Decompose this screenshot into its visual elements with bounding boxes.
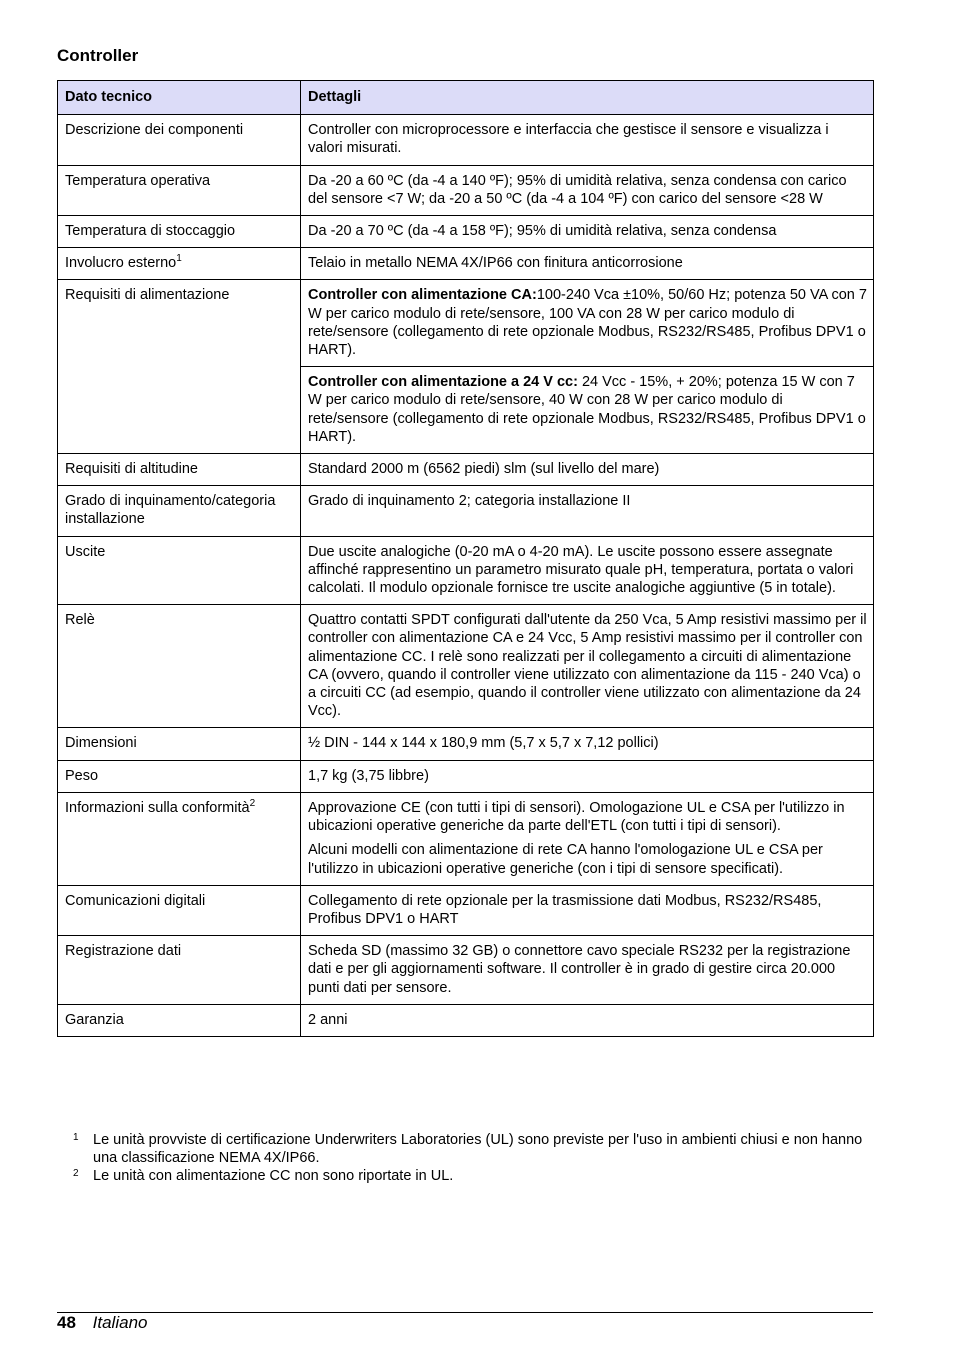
footer-rule — [57, 1312, 873, 1313]
column-header: Dato tecnico — [58, 81, 301, 115]
spec-label — [58, 115, 301, 165]
spec-label-text: Relè — [65, 612, 95, 629]
details-text: 2 anni — [308, 1011, 348, 1028]
spec-label-text: Grado di inquinamento/categoria installazione — [65, 493, 276, 528]
table-row — [58, 792, 874, 885]
spec-label — [58, 1004, 301, 1036]
spec-label — [58, 454, 301, 486]
details-text: Da -20 a 60 ºC (da -4 a 140 ºF); 95% di umidità relativa, senza condensa con carico del sensore <7 W; da -20 a 50 ºC (da -4 a 104 ºF) con carico del sensore <28 W — [308, 172, 847, 207]
spec-details — [301, 792, 874, 885]
spec-details — [301, 728, 874, 760]
footnote-number: 1 — [73, 1132, 79, 1143]
spec-details — [301, 1004, 874, 1036]
details-bold-lead: Controller con alimentazione a 24 V cc: — [308, 374, 578, 391]
spec-details — [301, 367, 874, 454]
spec-label — [58, 165, 301, 215]
table-row — [58, 728, 874, 760]
section-title: Controller — [57, 46, 139, 65]
footnote-ref: 2 — [249, 798, 256, 810]
spec-label-text: Requisiti di alimentazione — [65, 287, 230, 304]
spec-label-text: Descrizione dei componenti — [65, 122, 244, 139]
details-text: 24 Vcc - 15%, + 20%; potenza 15 W con 7 W per carico modulo di rete/sensore, 40 W con 28 W per carico modulo di rete/sensore (collegamento di rete opzionale Modbus, RS232/RS485, Profibus DPV1 o HART). — [308, 374, 866, 445]
spec-details — [301, 216, 874, 248]
spec-label-text: Temperatura di stoccaggio — [65, 223, 236, 240]
spec-label — [58, 280, 301, 454]
table-row — [58, 248, 874, 280]
spec-label — [58, 486, 301, 536]
details-text: Scheda SD (massimo 32 GB) o connettore cavo speciale RS232 per la registrazione dati e per gli aggiornamenti software. Il controller è in grado di gestire circa 20.000 punti dati per sensore. — [308, 943, 851, 996]
footnote-ref: 1 — [176, 253, 182, 265]
spec-details — [301, 760, 874, 792]
spec-details — [301, 280, 874, 367]
spec-label — [58, 885, 301, 935]
table-row — [58, 216, 874, 248]
table-header-row — [58, 81, 874, 115]
spec-label — [58, 760, 301, 792]
table-row — [58, 454, 874, 486]
spec-label-text: Garanzia — [65, 1011, 124, 1028]
table-row — [58, 115, 874, 165]
table-row — [58, 936, 874, 1005]
spec-label-text: Peso — [65, 767, 99, 784]
spec-label-text: Dimensioni — [65, 735, 137, 752]
footnote — [57, 1131, 873, 1167]
spec-details — [301, 536, 874, 605]
spec-label — [58, 216, 301, 248]
spec-label-text: Informazioni sulla conformità — [65, 799, 250, 816]
spec-label — [58, 248, 301, 280]
table-row — [58, 760, 874, 792]
details-text: Controller con microprocessore e interfaccia che gestisce il sensore e visualizza i valori misurati. — [308, 122, 829, 157]
spec-label-text: Involucro esterno — [65, 255, 177, 272]
footnote — [57, 1167, 873, 1185]
spec-label-text: Requisiti di altitudine — [65, 461, 198, 478]
spec-details — [301, 936, 874, 1005]
table-row — [58, 165, 874, 215]
table-row — [58, 1004, 874, 1036]
details-text: Quattro contatti SPDT configurati dall'utente da 250 Vca, 5 Amp resistivi massimo per il controller con alimentazione CA e 24 Vcc, 5 Amp resistivi massimo per il controller con alimentazione CC. I relè sono realizzati per il collegamento a circuiti di alimentazione CA (ovvero, quando il controller viene utilizzato con alimentazione da 115 - 240 Vca) o a circuiti CC (ad esempio, quando il controller viene utilizzato con alimentazione da 24 Vcc). — [308, 612, 867, 720]
spec-label-text: Uscite — [65, 543, 106, 560]
table-row — [58, 536, 874, 605]
spec-details — [301, 605, 874, 728]
table-row — [58, 885, 874, 935]
page-footer — [57, 1313, 147, 1333]
details-text: Da -20 a 70 ºC (da -4 a 158 ºF); 95% di umidità relativa, senza condensa — [308, 223, 777, 240]
details-text: Telaio in metallo NEMA 4X/IP66 con finitura anticorrosione — [308, 255, 683, 272]
spec-label-text: Comunicazioni digitali — [65, 892, 206, 909]
details-text: Collegamento di rete opzionale per la trasmissione dati Modbus, RS232/RS485, Profibus DPV1 o HART — [308, 892, 822, 927]
details-text: 1,7 kg (3,75 libbre) — [308, 767, 429, 784]
page-language: Italiano — [92, 1313, 148, 1332]
spec-details — [301, 248, 874, 280]
spec-label-text: Registrazione dati — [65, 943, 182, 960]
spec-details — [301, 885, 874, 935]
details-paragraph: Alcuni modelli con alimentazione di rete CA hanno l'omologazione UL e CSA per l'utilizzo in ubicazioni operative generiche (con i tipi di sensore specificati). — [308, 842, 823, 877]
spec-label — [58, 605, 301, 728]
details-text: Grado di inquinamento 2; categoria installazione II — [308, 493, 631, 510]
spec-details — [301, 165, 874, 215]
spec-label — [58, 936, 301, 1005]
spec-label — [58, 536, 301, 605]
details-text: Due uscite analogiche (0-20 mA o 4-20 mA). Le uscite possono essere assegnate affinché rappresentino un parametro misurato quale pH, temperatura, portata o valori calcolati. Il modulo opzionale fornisce tre uscite analogiche aggiuntive (5 in totale). — [308, 543, 854, 597]
page-number: 48 — [57, 1313, 76, 1332]
table-row — [58, 486, 874, 536]
column-header: Dettagli — [301, 81, 874, 115]
table-row — [58, 605, 874, 728]
footnote-number: 2 — [73, 1168, 79, 1179]
spec-details — [301, 486, 874, 536]
spec-label — [58, 728, 301, 760]
footnote-text: Le unità con alimentazione CC non sono riportate in UL. — [93, 1168, 454, 1184]
spec-label-text: Temperatura operativa — [65, 172, 211, 189]
details-bold-lead: Controller con alimentazione CA: — [308, 287, 537, 304]
spec-details — [301, 454, 874, 486]
details-text: 100-240 Vca ±10%, 50/60 Hz; potenza 50 VA con 7 W per carico modulo di rete/sensore, 100 VA con 28 W per carico modulo di rete/sensore (collegamento di rete opzionale Modbus, RS232/RS485, Profibus DPV1 o HART). — [308, 287, 867, 359]
details-text: ½ DIN - 144 x 144 x 180,9 mm (5,7 x 5,7 x 7,12 pollici) — [308, 735, 659, 752]
details-text: Standard 2000 m (6562 piedi) slm (sul livello del mare) — [308, 461, 660, 478]
footnotes — [57, 1131, 873, 1185]
spec-table — [57, 80, 874, 1037]
footnote-text: Le unità provviste di certificazione Underwriters Laboratories (UL) sono previste per l'uso in ambienti chiusi e non hanno una classificazione NEMA 4X/IP66. — [93, 1132, 863, 1166]
spec-details — [301, 115, 874, 165]
details-paragraph: Approvazione CE (con tutti i tipi di sensori). Omologazione UL e CSA per l'utilizzo in ubicazioni operative generiche da parte dell'ETL (con tutti i tipi di sensori). — [308, 799, 845, 835]
spec-label — [58, 792, 301, 885]
table-row — [58, 280, 874, 367]
